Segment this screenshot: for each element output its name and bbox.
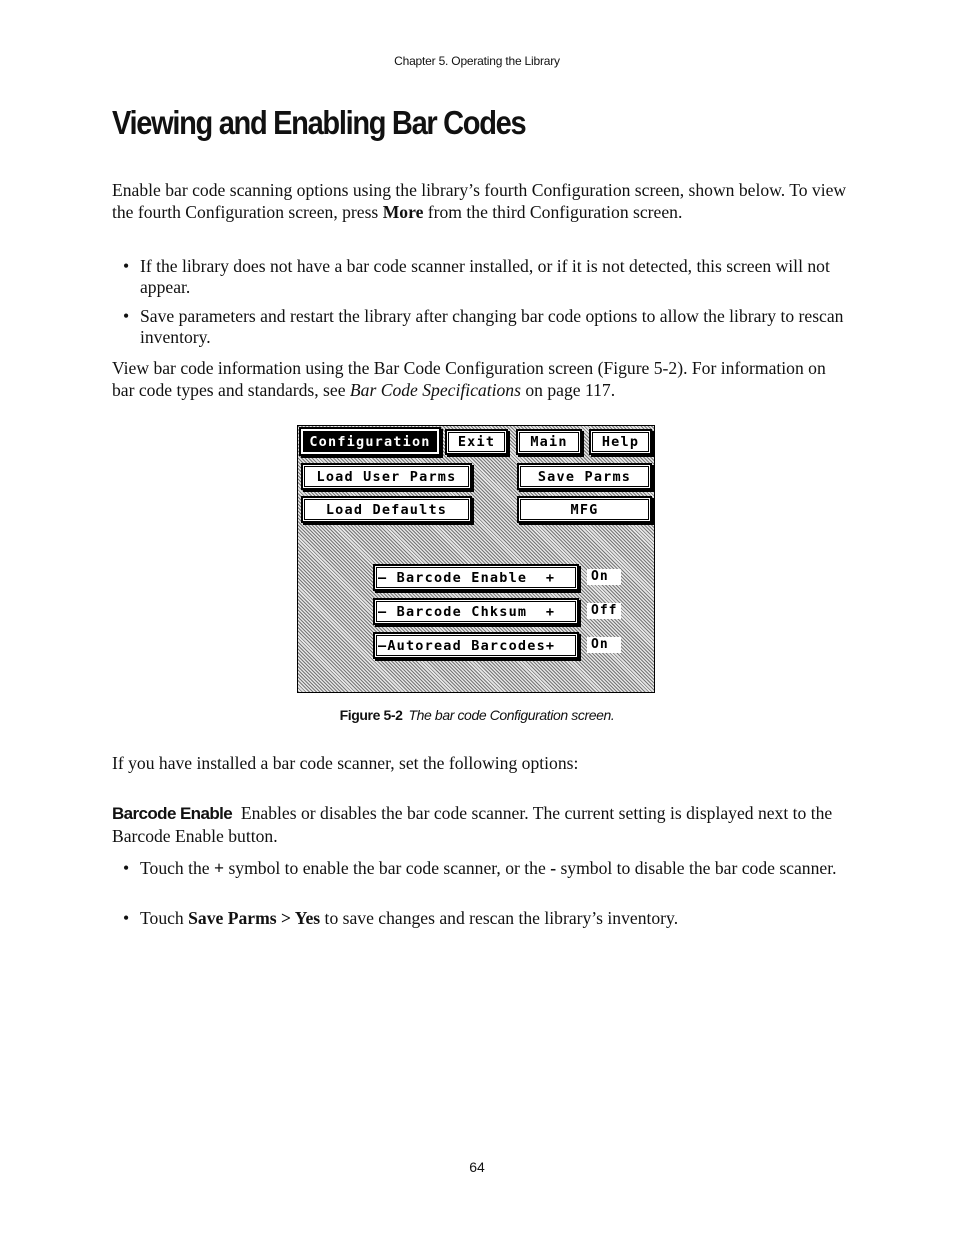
figure-caption-text: The bar code Configuration screen. [408, 707, 615, 723]
barcode-chksum-value: Off [587, 603, 621, 619]
bullet-dot: • [123, 908, 130, 928]
list-item [123, 256, 860, 298]
bullet-text-2: symbol to enable the bar code scanner, or the [224, 858, 551, 878]
plus-symbol: + [214, 858, 225, 878]
intro-paragraph [112, 179, 847, 223]
autoread-barcodes-button[interactable]: –Autoread Barcodes+ [373, 632, 579, 659]
page-number: 64 [469, 1159, 485, 1175]
tab-configuration[interactable]: Configuration [299, 427, 441, 456]
bullet-text-1: Touch [140, 908, 189, 928]
main-button[interactable]: Main [516, 429, 582, 455]
barcode-enable-desc: Enables or disables the bar code scanner. The current setting is displayed next to the Barcode Enable button. [112, 803, 833, 846]
running-head: Chapter 5. Operating the Library [394, 54, 560, 68]
bullet-text-1: Touch the [140, 858, 215, 878]
bullet-text-2: to save changes and rescan the library’s inventory. [320, 908, 679, 928]
autoread-barcodes-value: On [587, 637, 621, 653]
view-text-2: on page 117. [520, 380, 616, 400]
figure-caption [0, 707, 954, 723]
bullet-dot: • [123, 858, 130, 878]
barcode-chksum-button[interactable]: – Barcode Chksum + [373, 598, 579, 625]
view-paragraph [112, 357, 847, 401]
bullet-text: If the library does not have a bar code scanner installed, or if it is not detected, this screen will not appear. [140, 256, 830, 297]
bullet-dot: • [123, 256, 130, 276]
load-defaults-button[interactable]: Load Defaults [301, 496, 472, 523]
list-item [123, 908, 860, 929]
intro-text-2: from the third Configuration screen. [423, 202, 683, 222]
bullet-text-3: symbol to disable the bar code scanner. [556, 858, 837, 878]
intro-text-1: Enable bar code scanning options using the library’s fourth Configuration screen, shown below. To view the fourth Configuration screen, press [112, 180, 847, 222]
load-user-parms-button[interactable]: Load User Parms [301, 463, 472, 490]
barcode-enable-term: Barcode Enable [112, 804, 233, 823]
page-title: Viewing and Enabling Bar Codes [112, 104, 526, 141]
save-parms-yes-ref: Save Parms > Yes [188, 908, 321, 928]
barcode-enable-value: On [587, 569, 621, 585]
save-parms-button[interactable]: Save Parms [517, 463, 652, 490]
view-text-1: View bar code information using the Bar Code Configuration screen (Figure 5-2). For information on bar code types and standards, see [112, 358, 826, 400]
list-item [123, 858, 860, 879]
figure-label: Figure 5-2 [339, 707, 403, 723]
bullet-dot: • [123, 306, 130, 326]
more-key-ref: More [382, 202, 424, 222]
mfg-button[interactable]: MFG [517, 496, 652, 523]
bar-code-spec-link: Bar Code Specifications [349, 380, 521, 400]
exit-button[interactable]: Exit [445, 429, 508, 455]
help-button[interactable]: Help [589, 429, 652, 455]
barcode-enable-paragraph [112, 802, 847, 847]
barcode-enable-button[interactable]: – Barcode Enable + [373, 564, 579, 591]
list-item [123, 306, 860, 348]
options-intro: If you have installed a bar code scanner, set the following options: [112, 753, 579, 773]
minus-symbol: - [550, 858, 557, 878]
bullet-text: Save parameters and restart the library after changing bar code options to allow the library to rescan inventory. [140, 306, 844, 347]
configuration-screen [297, 425, 655, 693]
